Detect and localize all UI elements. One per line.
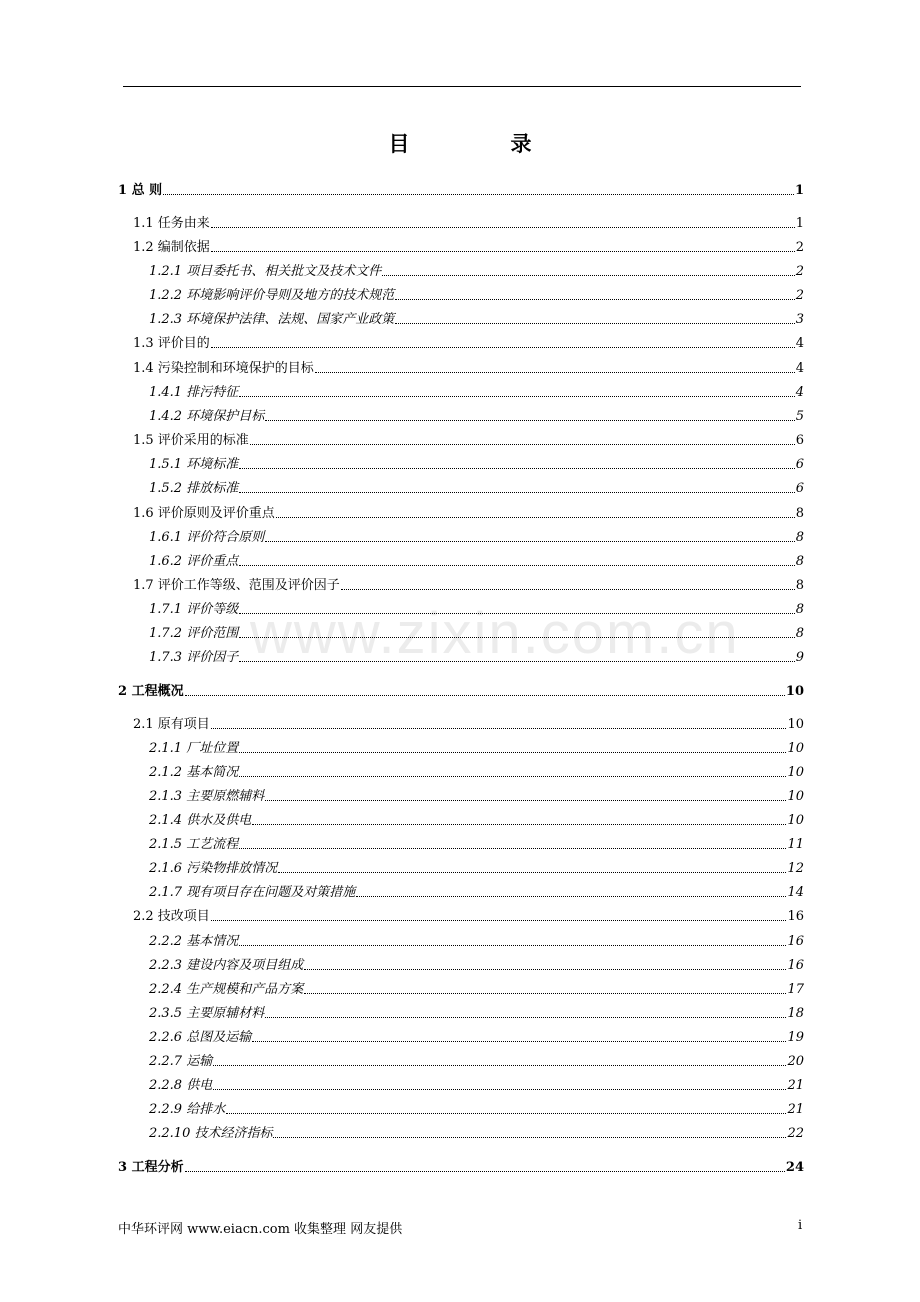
toc-entry-page: 10	[787, 717, 804, 732]
toc-entry[interactable]	[149, 530, 804, 546]
toc-entry[interactable]	[149, 626, 804, 642]
toc-entry-page: 11	[787, 837, 804, 852]
toc-entry[interactable]	[149, 457, 804, 473]
dot-leader	[239, 751, 786, 753]
toc-entry[interactable]	[149, 885, 804, 901]
toc-entry[interactable]	[133, 361, 804, 377]
toc-entry-label: 1.5 评价采用的标准	[133, 433, 249, 448]
dot-leader	[239, 660, 795, 662]
toc-entry[interactable]	[149, 481, 804, 497]
toc-entry[interactable]	[133, 578, 804, 594]
toc-entry-page: 8	[795, 602, 804, 617]
toc-entry-label: 2.1.5 工艺流程	[149, 837, 239, 852]
toc-entry[interactable]	[133, 433, 804, 449]
dot-leader	[226, 1112, 786, 1114]
toc-entry[interactable]	[149, 789, 804, 805]
toc-entry-page: 8	[795, 506, 804, 521]
toc-entry[interactable]	[118, 684, 804, 700]
toc-entry-page: 18	[787, 1006, 804, 1021]
toc-entry[interactable]	[133, 240, 804, 256]
toc-entry-label: 2.1.2 基本简况	[149, 765, 239, 780]
toc-entry[interactable]	[149, 934, 804, 950]
dot-leader	[356, 895, 786, 897]
toc-entry-label: 1.7.1 评价等级	[149, 602, 239, 617]
toc-entry[interactable]	[133, 506, 804, 522]
dot-leader	[239, 491, 795, 493]
toc-entry-label: 1 总 则	[118, 183, 163, 198]
dot-leader	[304, 968, 786, 970]
dot-leader	[250, 443, 795, 445]
watermark-text: www.zixin.com.cn	[250, 601, 740, 666]
dot-leader	[185, 1170, 785, 1172]
dot-leader	[382, 274, 795, 276]
toc-entry-page: 10	[785, 684, 804, 699]
toc-entry[interactable]	[149, 409, 804, 425]
dot-leader	[213, 1088, 786, 1090]
toc-entry-page: 10	[787, 765, 804, 780]
toc-entry-page: 9	[795, 650, 804, 665]
toc-entry-page: 10	[787, 813, 804, 828]
toc-entry[interactable]	[149, 1006, 804, 1022]
toc-entry-page: 17	[787, 982, 804, 997]
toc-entry-page: 2	[795, 240, 804, 255]
toc-entry-page: 5	[795, 409, 804, 424]
toc-entry[interactable]	[149, 650, 804, 666]
toc-entry-page: 16	[787, 958, 804, 973]
toc-entry-page: 8	[795, 530, 804, 545]
toc-entry-label: 2.1 原有项目	[133, 717, 210, 732]
dot-leader	[265, 1016, 786, 1018]
dot-leader	[341, 588, 795, 590]
toc-entry-label: 1.5.1 环境标准	[149, 457, 239, 472]
toc-entry[interactable]	[149, 958, 804, 974]
toc-entry-page: 21	[787, 1078, 804, 1093]
dot-leader	[185, 694, 785, 696]
dot-leader	[239, 467, 795, 469]
dot-leader	[252, 823, 786, 825]
dot-leader	[213, 1064, 786, 1066]
toc-entry-page: 19	[787, 1030, 804, 1045]
toc-entry-label: 1.4.1 排污特征	[149, 385, 239, 400]
toc-entry[interactable]	[149, 741, 804, 757]
dot-leader	[273, 1136, 786, 1138]
toc-entry-label: 2.2.3 建设内容及项目组成	[149, 958, 304, 973]
toc-entry[interactable]	[149, 385, 804, 401]
toc-entry[interactable]	[133, 216, 804, 232]
toc-entry-page: 8	[795, 554, 804, 569]
toc-entry[interactable]	[149, 1102, 804, 1118]
toc-entry[interactable]	[149, 861, 804, 877]
toc-entry[interactable]	[118, 183, 804, 199]
header-rule	[123, 86, 801, 87]
dot-leader	[265, 540, 795, 542]
toc-entry-label: 1.2.3 环境保护法律、法规、国家产业政策	[149, 312, 395, 327]
dot-leader	[239, 564, 795, 566]
toc-entry[interactable]	[149, 1054, 804, 1070]
dot-leader	[163, 193, 794, 195]
dot-leader	[211, 226, 795, 228]
toc-entry-label: 2.2.8 供电	[149, 1078, 213, 1093]
toc-entry-page: 16	[787, 909, 804, 924]
toc-entry-label: 2.1.3 主要原燃辅料	[149, 789, 265, 804]
toc-entry-label: 2.2.2 基本情况	[149, 934, 239, 949]
toc-entry-page: 22	[787, 1126, 804, 1141]
toc-entry-page: 8	[795, 578, 804, 593]
toc-entry[interactable]	[149, 288, 804, 304]
toc-entry-page: 10	[787, 789, 804, 804]
toc-entry[interactable]	[133, 717, 804, 733]
toc-entry-page: 8	[795, 626, 804, 641]
toc-entry-label: 2.1.1 厂址位置	[149, 741, 239, 756]
dot-leader	[395, 322, 795, 324]
toc-entry-label: 1.4.2 环境保护目标	[149, 409, 265, 424]
toc-entry-page: 1	[795, 216, 804, 231]
toc-entry-page: 12	[787, 861, 804, 876]
dot-leader	[211, 919, 787, 921]
dot-leader	[239, 612, 795, 614]
dot-leader	[395, 298, 795, 300]
toc-entry-label: 1.7.3 评价因子	[149, 650, 239, 665]
dot-leader	[304, 992, 786, 994]
toc-entry-label: 2.1.6 污染物排放情况	[149, 861, 278, 876]
toc-entry[interactable]	[149, 264, 804, 280]
dot-leader	[211, 250, 795, 252]
toc-entry-label: 1.2 编制依据	[133, 240, 210, 255]
toc-entry-page: 14	[787, 885, 804, 900]
toc-entry[interactable]	[149, 1030, 804, 1046]
toc-entry[interactable]	[149, 1078, 804, 1094]
toc-entry-label: 1.2.1 项目委托书、相关批文及技术文件	[149, 264, 382, 279]
toc-entry-page: 10	[787, 741, 804, 756]
toc-entry[interactable]	[149, 312, 804, 328]
toc-entry-label: 1.6.1 评价符合原则	[149, 530, 265, 545]
toc-entry-label: 2.1.4 供水及供电	[149, 813, 252, 828]
toc-entry[interactable]	[149, 554, 804, 570]
toc-entry-label: 2.2.6 总图及运输	[149, 1030, 252, 1045]
footer-source: 中华环评网 www.eiacn.com 收集整理 网友提供	[118, 1222, 403, 1237]
toc-entry-page: 21	[787, 1102, 804, 1117]
dot-leader	[265, 799, 786, 801]
toc-entry[interactable]	[133, 336, 804, 352]
toc-entry-label: 1.4 污染控制和环境保护的目标	[133, 361, 314, 376]
toc-entry[interactable]	[149, 1126, 804, 1142]
toc-entry[interactable]	[149, 765, 804, 781]
toc-entry-label: 2.2.10 技术经济指标	[149, 1126, 273, 1141]
toc-entry-page: 1	[794, 183, 804, 198]
dot-leader	[239, 847, 786, 849]
toc-entry[interactable]	[149, 837, 804, 853]
toc-entry-label: 2.2.9 给排水	[149, 1102, 226, 1117]
toc-entry-page: 16	[787, 934, 804, 949]
toc-entry-page: 4	[795, 385, 804, 400]
dot-leader	[211, 727, 787, 729]
toc-entry-page: 24	[785, 1160, 804, 1175]
toc-entry-label: 2.2 技改项目	[133, 909, 210, 924]
toc-entry[interactable]	[149, 982, 804, 998]
toc-entry-page: 20	[787, 1054, 804, 1069]
toc-entry-page: 2	[795, 288, 804, 303]
dot-leader	[252, 1040, 786, 1042]
toc-entry-label: 1.2.2 环境影响评价导则及地方的技术规范	[149, 288, 395, 303]
dot-leader	[239, 775, 786, 777]
dot-leader	[239, 636, 795, 638]
dot-leader	[276, 516, 795, 518]
toc-entry-label: 2.2.4 生产规模和产品方案	[149, 982, 304, 997]
toc-entry-page: 6	[795, 457, 804, 472]
footer-page-number: i	[798, 1218, 803, 1233]
toc-entry-label: 3 工程分析	[118, 1160, 184, 1175]
toc-entry-page: 3	[795, 312, 804, 327]
toc-entry-label: 2.1.7 现有项目存在问题及对策措施	[149, 885, 356, 900]
dot-leader	[265, 419, 795, 421]
toc-entry-label: 1.7.2 评价范围	[149, 626, 239, 641]
dot-leader	[211, 346, 795, 348]
page-title: 目 录	[388, 132, 572, 156]
toc-entry-label: 2 工程概况	[118, 684, 184, 699]
toc-entry-label: 1.1 任务由来	[133, 216, 210, 231]
toc-entry-label: 2.2.7 运输	[149, 1054, 213, 1069]
toc-entry-label: 1.3 评价目的	[133, 336, 210, 351]
toc-entry-label: 1.6.2 评价重点	[149, 554, 239, 569]
toc-entry-label: 1.7 评价工作等级、范围及评价因子	[133, 578, 340, 593]
dot-leader	[278, 871, 786, 873]
toc-entry-label: 1.5.2 排放标准	[149, 481, 239, 496]
toc-entry-label: 2.3.5 主要原辅材料	[149, 1006, 265, 1021]
toc-entry-page: 4	[795, 361, 804, 376]
toc-entry-page: 6	[795, 433, 804, 448]
dot-leader	[239, 944, 786, 946]
toc-entry[interactable]	[118, 1160, 804, 1176]
toc-entry[interactable]	[133, 909, 804, 925]
toc-entry-page: 2	[795, 264, 804, 279]
toc-entry[interactable]	[149, 813, 804, 829]
toc-entry-page: 4	[795, 336, 804, 351]
dot-leader	[315, 371, 795, 373]
toc-entry[interactable]	[149, 602, 804, 618]
toc-entry-page: 6	[795, 481, 804, 496]
toc-entry-label: 1.6 评价原则及评价重点	[133, 506, 275, 521]
dot-leader	[239, 395, 795, 397]
